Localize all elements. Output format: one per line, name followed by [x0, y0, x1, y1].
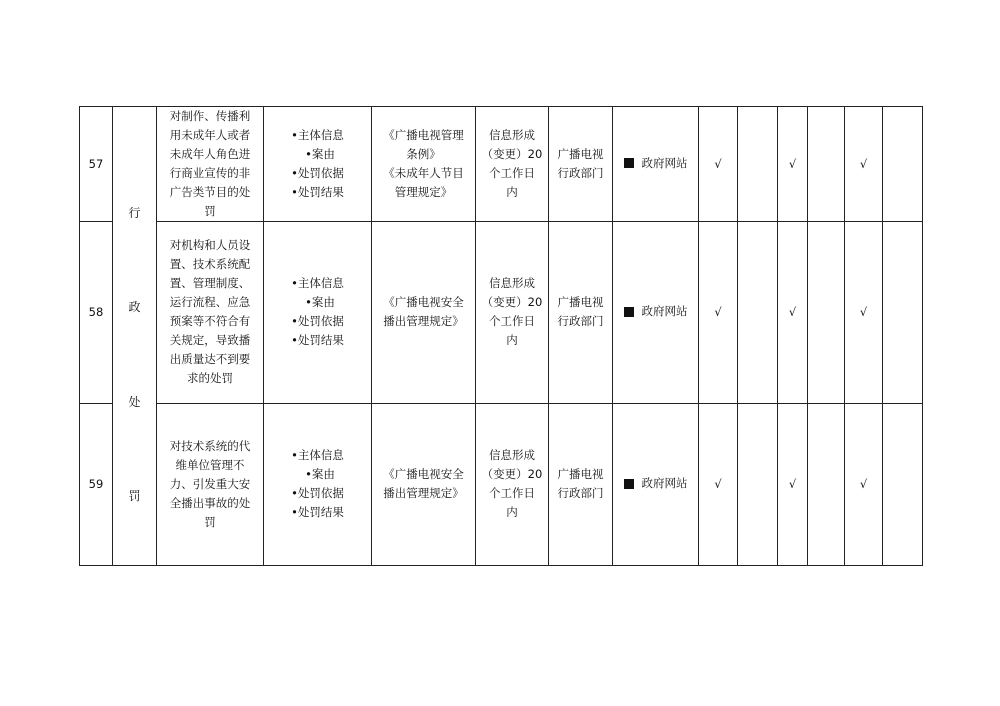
responsible-dept: 广播电视 行政部门: [549, 403, 613, 565]
empty-check-cell: [738, 222, 778, 403]
table-row: [80, 107, 923, 222]
legal-basis: 《广播电视管理 条例》 《未成年人节目 管理规定》: [372, 107, 476, 222]
table-row: [80, 403, 923, 565]
category-cell: [113, 107, 157, 566]
disclosure-items: •主体信息 •案由 •处罚依据 •处罚结果: [264, 107, 372, 222]
legal-basis: 《广播电视安全 播出管理规定》: [372, 222, 476, 403]
check-mark: √: [845, 107, 883, 222]
matter-description: 对技术系统的代 维单位管理不 力、引发重大安 全播出事故的处 罚: [157, 403, 264, 565]
disclosure-channel: 政府网站: [613, 107, 699, 222]
category-char: 政: [128, 300, 141, 314]
empty-check-cell: [738, 107, 778, 222]
disclosure-time: 信息形成 （变更）20 个工作日 内: [476, 222, 549, 403]
row-number: 58: [80, 222, 113, 403]
empty-check-cell: [808, 222, 845, 403]
responsible-dept: 广播电视 行政部门: [549, 222, 613, 403]
empty-check-cell: [883, 403, 923, 565]
row-number: 57: [80, 107, 113, 222]
disclosure-items: •主体信息 •案由 •处罚依据 •处罚结果: [264, 403, 372, 565]
category-char: 行: [128, 206, 141, 220]
check-mark: √: [699, 222, 738, 403]
category-char: 处: [128, 395, 141, 409]
disclosure-channel: 政府网站: [613, 403, 699, 565]
disclosure-time: 信息形成 （变更）20 个工作日 内: [476, 403, 549, 565]
category-char: 罚: [128, 489, 141, 503]
disclosure-items: •主体信息 •案由 •处罚依据 •处罚结果: [264, 222, 372, 403]
empty-check-cell: [883, 107, 923, 222]
disclosure-time: 信息形成 （变更）20 个工作日 内: [476, 107, 549, 222]
matter-description: 对制作、传播利 用未成年人或者 未成年人角色进 行商业宣传的非 广告类节目的处 罚: [157, 107, 264, 222]
check-mark: √: [699, 403, 738, 565]
check-mark: √: [778, 107, 808, 222]
row-number: 59: [80, 403, 113, 565]
check-mark: √: [778, 403, 808, 565]
matter-description: 对机构和人员设 置、技术系统配 置、管理制度、 运行流程、应急 预案等不符合有 关规定，导致播 出质量达不到要 求的处罚: [157, 222, 264, 403]
empty-check-cell: [883, 222, 923, 403]
disclosure-table: [79, 106, 923, 566]
square-bullet-icon: [624, 307, 634, 317]
check-mark: √: [845, 403, 883, 565]
empty-check-cell: [808, 107, 845, 222]
responsible-dept: 广播电视 行政部门: [549, 107, 613, 222]
square-bullet-icon: [624, 479, 634, 489]
empty-check-cell: [738, 403, 778, 565]
legal-basis: 《广播电视安全 播出管理规定》: [372, 403, 476, 565]
square-bullet-icon: [624, 158, 634, 168]
disclosure-channel: 政府网站: [613, 222, 699, 403]
check-mark: √: [845, 222, 883, 403]
empty-check-cell: [808, 403, 845, 565]
table-row: [80, 222, 923, 403]
check-mark: √: [778, 222, 808, 403]
check-mark: √: [699, 107, 738, 222]
